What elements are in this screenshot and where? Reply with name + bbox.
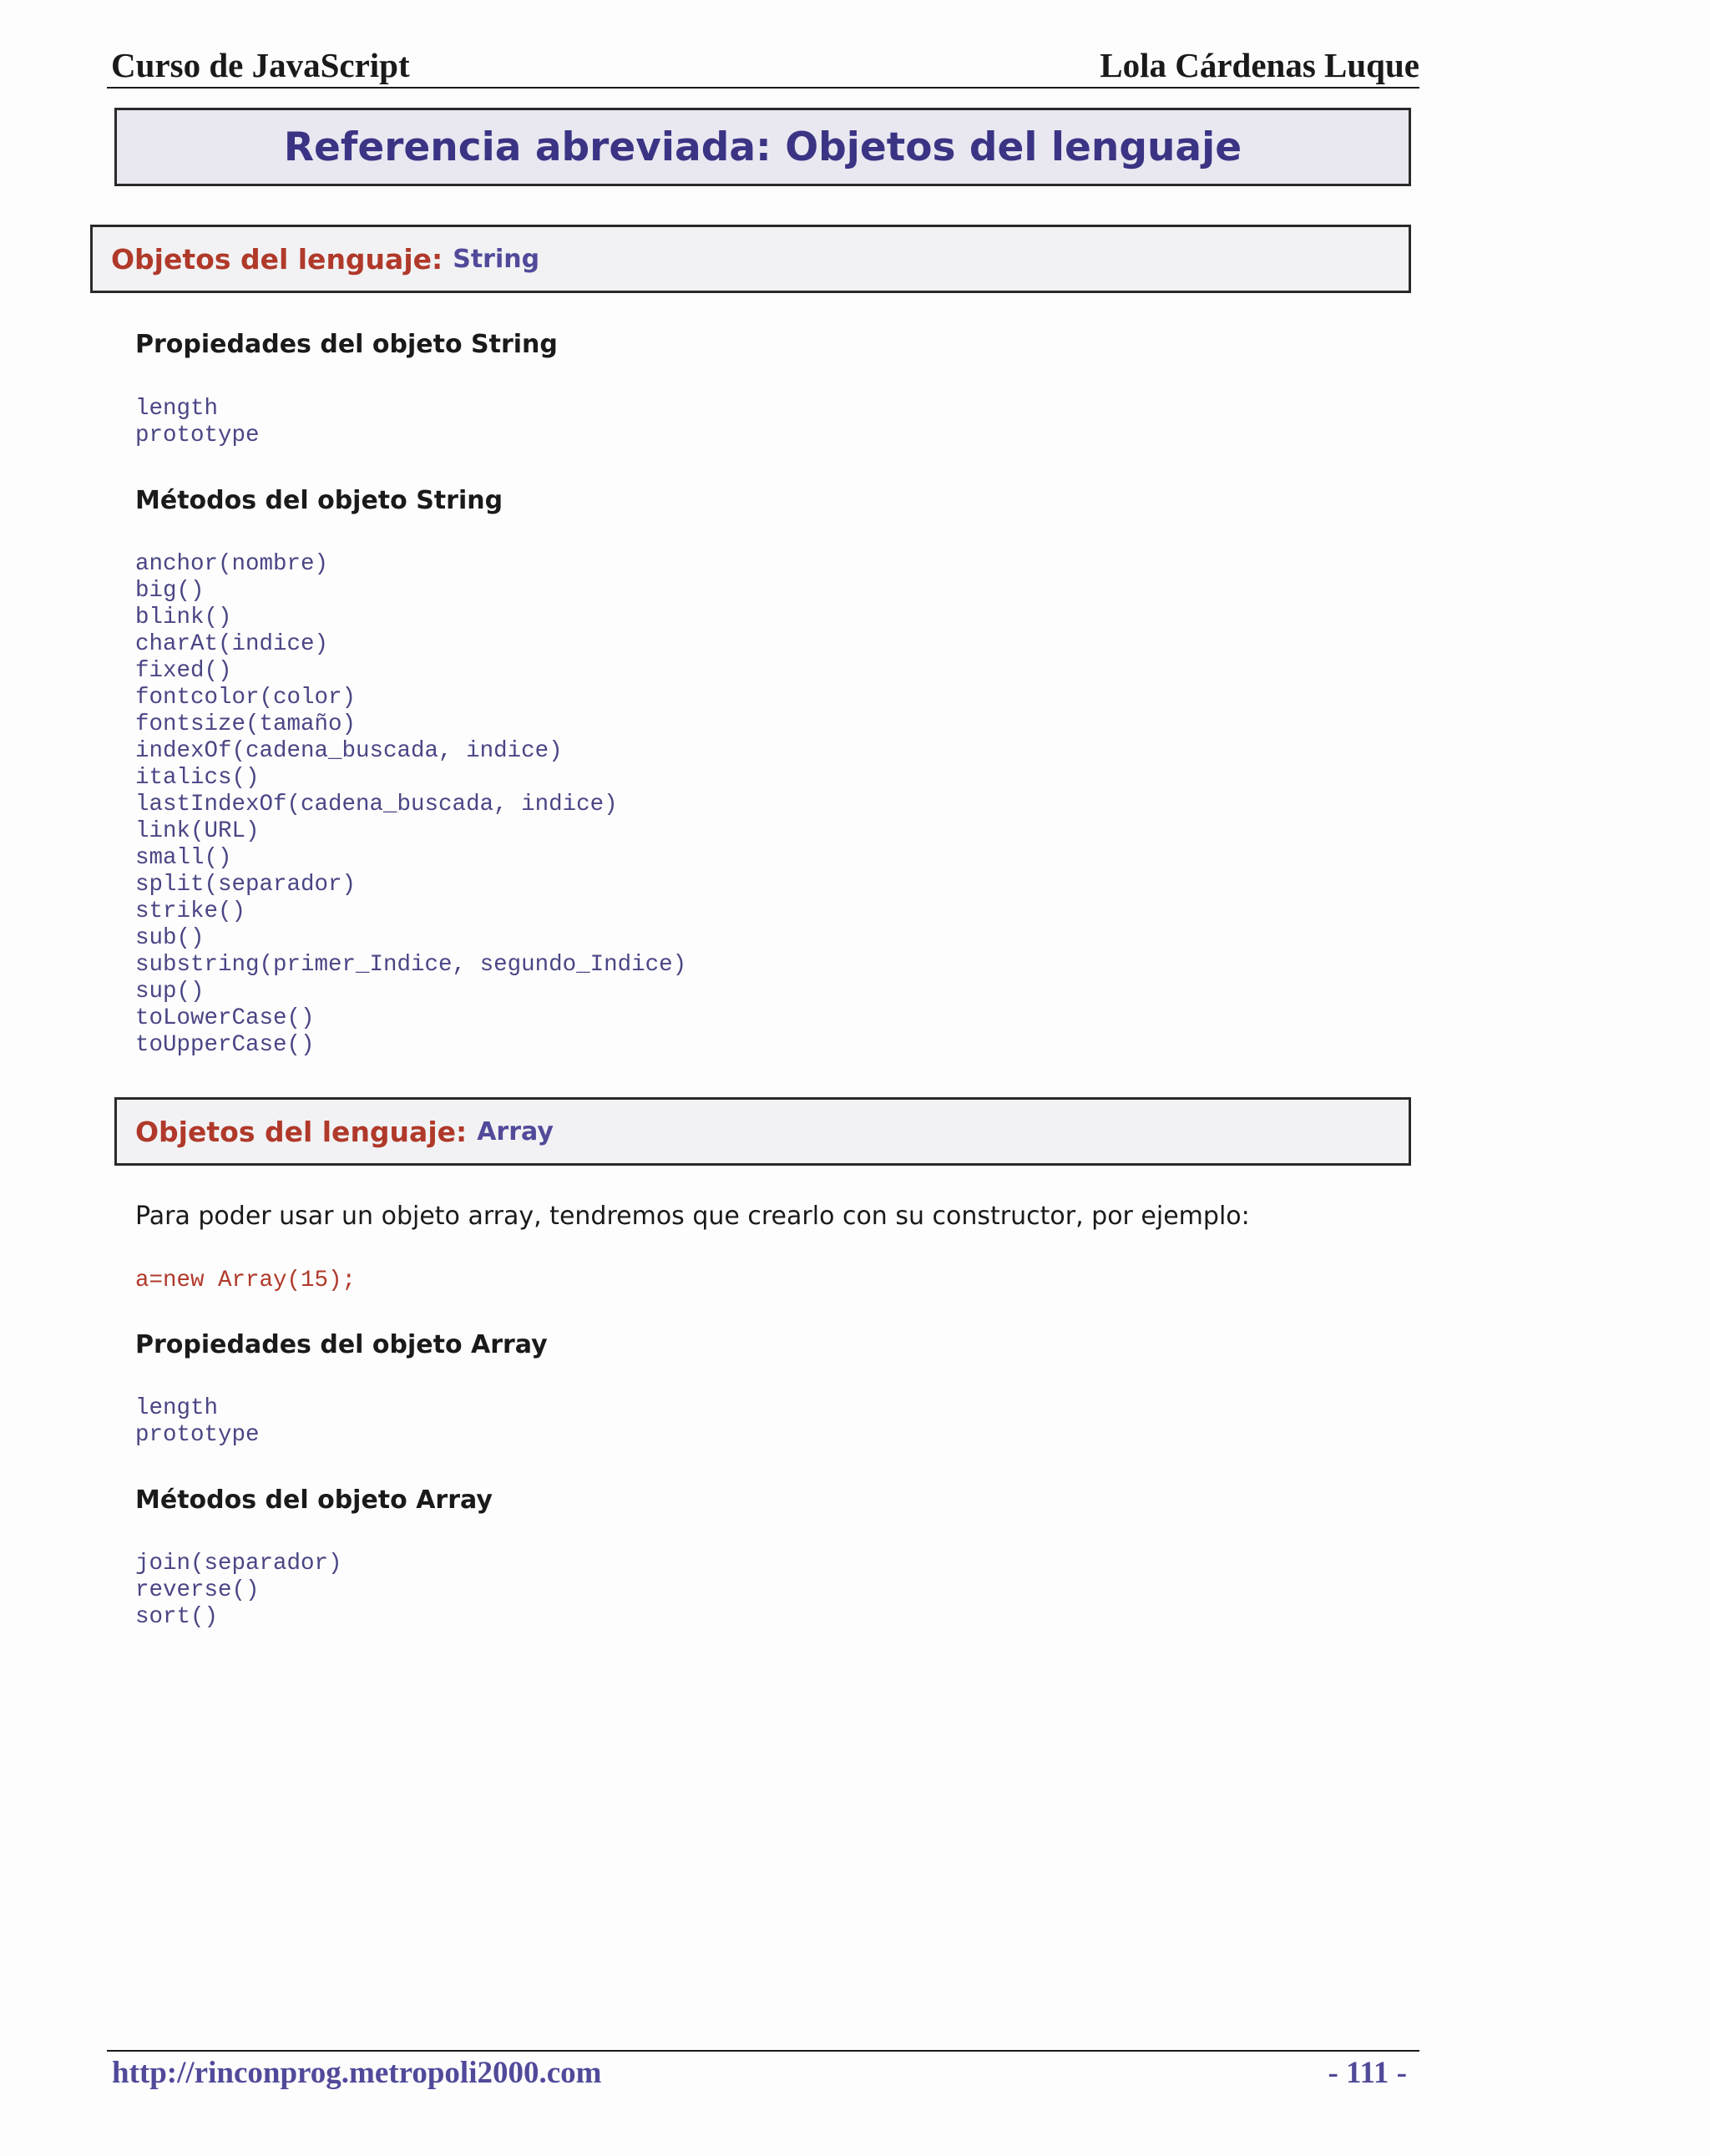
list-item: fontcolor(color) xyxy=(135,685,357,711)
list-item: lastIndexOf(cadena_buscada, indice) xyxy=(135,792,618,817)
string-properties-list xyxy=(135,396,260,449)
string-methods-list xyxy=(135,551,686,1059)
list-item: sup() xyxy=(135,979,205,1005)
running-header-author: Lola Cárdenas Luque xyxy=(1100,46,1419,84)
array-methods-heading: Métodos del objeto Array xyxy=(135,1485,493,1515)
section-heading-prefix: Objetos del lenguaje: xyxy=(111,242,443,276)
list-item: reverse() xyxy=(135,1577,260,1603)
list-item: strike() xyxy=(135,898,246,924)
section-heading-object: Array xyxy=(477,1116,554,1146)
array-properties-heading: Propiedades del objeto Array xyxy=(135,1330,548,1359)
section-heading-string xyxy=(90,225,1411,293)
list-item: anchor(nombre) xyxy=(135,551,329,577)
page-title: Referencia abreviada: Objetos del lenguaje xyxy=(283,124,1242,170)
list-item: length xyxy=(135,1395,219,1421)
array-methods-list xyxy=(135,1551,342,1631)
array-example-code: a=new Array(15); xyxy=(135,1268,357,1293)
list-item: length xyxy=(135,396,219,422)
footer-url-link[interactable]: http://rinconprog.metropoli2000.com xyxy=(112,2056,602,2090)
list-item: join(separador) xyxy=(135,1551,342,1577)
list-item: substring(primer_Indice, segundo_Indice) xyxy=(135,952,687,978)
list-item: small() xyxy=(135,845,232,871)
header-rule xyxy=(107,87,1419,89)
list-item: fontsize(tamaño) xyxy=(135,711,357,737)
running-header-title: Curso de JavaScript xyxy=(111,46,410,84)
list-item: big() xyxy=(135,578,205,604)
section-heading-object: String xyxy=(453,244,540,274)
list-item: prototype xyxy=(135,1422,260,1448)
list-item: blink() xyxy=(135,605,232,630)
page-title-box xyxy=(114,108,1411,186)
string-methods-heading: Métodos del objeto String xyxy=(135,486,503,515)
list-item: italics() xyxy=(135,765,260,791)
list-item: prototype xyxy=(135,423,260,448)
section-heading-prefix: Objetos del lenguaje: xyxy=(135,1115,468,1148)
string-properties-heading: Propiedades del objeto String xyxy=(135,330,558,359)
list-item: toUpperCase() xyxy=(135,1032,315,1058)
list-item: fixed() xyxy=(135,658,232,684)
array-intro-paragraph: Para poder usar un objeto array, tendremos que crearlo con su constructor, por ejemplo: xyxy=(135,1202,1250,1231)
footer-rule xyxy=(107,2050,1419,2052)
list-item: split(separador) xyxy=(135,872,357,898)
list-item: charAt(indice) xyxy=(135,631,329,657)
array-properties-list xyxy=(135,1395,260,1449)
page-number: - 111 - xyxy=(1328,2056,1407,2090)
list-item: indexOf(cadena_buscada, indice) xyxy=(135,738,563,764)
section-heading-array xyxy=(114,1097,1411,1166)
list-item: link(URL) xyxy=(135,818,260,844)
list-item: sub() xyxy=(135,925,205,951)
list-item: sort() xyxy=(135,1604,219,1630)
list-item: toLowerCase() xyxy=(135,1005,315,1031)
